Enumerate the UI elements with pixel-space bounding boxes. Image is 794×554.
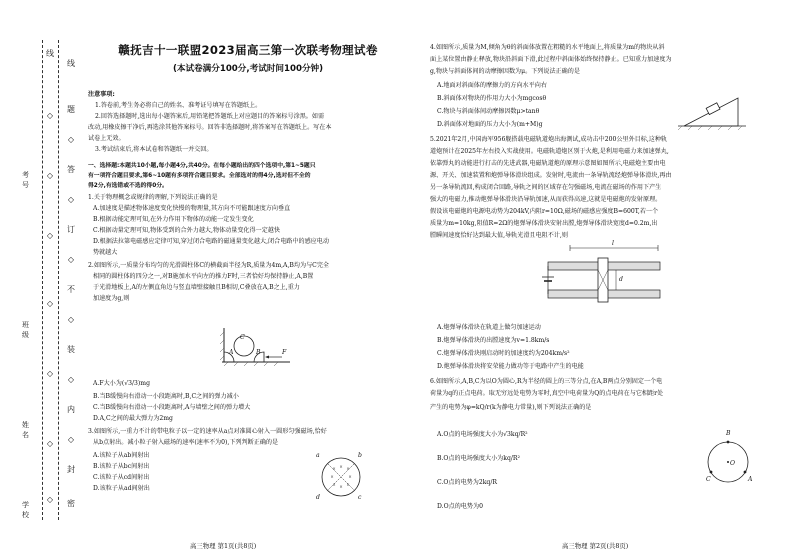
- figure-label: b: [358, 452, 362, 459]
- option-d: D.炮弹导体滑块将安荣能力做功等于电路中产生的电能: [437, 363, 584, 370]
- question-stem-line: 3.如图所示,一重力不计的带电粒子以一定的速率从a点对准圆心射入一圆形匀强磁场,恰好: [88, 428, 327, 435]
- option-b: B.炮弹导体滑块的出膛速度为v=1.8km/s: [437, 337, 550, 344]
- option-d-continued: 势就越大: [93, 249, 118, 256]
- section-1-line: 得2分,有选错或不选的得0分。: [88, 183, 168, 189]
- option-b: B.该粒子从bc间射出: [93, 463, 150, 470]
- notes-heading: 注意事项:: [88, 91, 115, 98]
- binding-diamond: ◇: [46, 369, 54, 378]
- binding-label: ◇: [46, 171, 54, 180]
- notes-line: 改动,用橡皮擦干净后,再选涂其他答案标号。回答非选择题时,将答案写在答题纸上。写在本: [88, 124, 332, 131]
- question-stem: 1.关于物理概念或规律的理解,下列说法正确的是: [88, 194, 218, 201]
- exam-number-field-label: 考号: [22, 171, 29, 189]
- figure-label: O: [730, 460, 735, 467]
- binding-diamond: ◇: [46, 439, 54, 448]
- option-d: D.斜面体对地面的压力大小为(m+M)g: [437, 121, 543, 128]
- figure-label: l: [612, 240, 614, 247]
- q4-incline-figure: [676, 86, 748, 130]
- question-stem-line: 5.2021年2月,中国海军956舰搭载电磁轨道炮出海测试,成功击中200公里外目标,这种轨: [430, 136, 668, 143]
- q5-railgun-figure: [540, 242, 670, 318]
- svg-text:×: ×: [332, 482, 336, 487]
- figure-label: C: [240, 334, 245, 341]
- binding-diamond: ◇: [46, 299, 54, 308]
- question-stem-line: 荷量为q的正点电荷。取无穷远处电势为零时,真空中电荷量为Q的点电荷在与它相距r处: [430, 390, 664, 397]
- question-stem-line: 质量为m=10kg,阻值R=2Ω的炮弹导体滑块安射出膛,炮弹导体滑块宽度d=0.2m,出: [430, 220, 658, 227]
- option-a: A.炮弹导体滑块在轨道上做匀加速运动: [437, 324, 541, 331]
- figure-label: B: [726, 430, 731, 437]
- binding-label: 订: [67, 225, 75, 234]
- q2-figure: [218, 322, 294, 366]
- svg-text:×: ×: [346, 466, 350, 471]
- svg-text:×: ×: [346, 482, 350, 487]
- option-d: D.该粒子从ad间射出: [93, 485, 150, 492]
- binding-label: 线: [67, 59, 75, 68]
- notes-line: 1.答卷前,考生务必将自己的姓名、准考证号填写在答题纸上。: [95, 102, 262, 109]
- question-stem-line: 2.如图所示,一质量分布均匀的光滑圆柱体C的横截面半径为R,质量为4m,A,B均为与C完全: [88, 262, 330, 269]
- question-stem-line: 4.如图所示,质量为M,倾角为θ的斜面体放置在粗糙的水平地面上,将质量为m的物块从斜: [430, 44, 665, 51]
- question-stem-line: 从b点射出。减小粒子射入磁场的速率(速率不为0),下列判断正确的是: [93, 439, 279, 446]
- option-b: B.斜面体对物块的作用力大小为mgcosθ: [437, 95, 547, 102]
- binding-diamond: ◇: [46, 495, 54, 504]
- question-stem-line: 另一条导轨流回,构成闭合回路,导轨之间的区域存在匀强磁场,电流在磁场的作用下产生: [430, 184, 662, 191]
- question-stem-line: 产生的电势为φ=kQ/r(k为静电力常量),则下列说法正确的是: [430, 404, 592, 411]
- notes-line: 2.回答选择题时,选出每小题答案后,用铅笔把答题纸上对应题目的答案标号涂黑。如需: [95, 113, 325, 120]
- binding-label: 装: [67, 345, 75, 354]
- option-a: A.地面对斜面体的摩擦力的方向水平向右: [437, 82, 547, 89]
- binding-diamond: ◇: [67, 255, 75, 264]
- option-c: C.当B缓慢向右滑动一小段距离时,A与墙壁之间的弹力增大: [93, 404, 251, 411]
- option-c: C.根据动量定理可知,物体受到的合外力越大,物体动量变化得一定越快: [93, 227, 280, 234]
- option-d: D.O点的电势为0: [437, 503, 483, 510]
- option-a: A.F大小为(√3/3)mg: [93, 380, 150, 387]
- binding-label: 封: [67, 465, 75, 474]
- binding-diamond: ◇: [46, 231, 54, 240]
- name-field-label: 姓名: [22, 421, 29, 439]
- binding-diamond: ◇: [67, 195, 75, 204]
- binding-label: 线: [46, 49, 54, 58]
- figure-label: d: [619, 276, 623, 283]
- figure-label: B: [256, 349, 261, 356]
- binding-label: 答: [67, 165, 75, 174]
- svg-text:×: ×: [339, 464, 343, 469]
- binding-diamond: ◇: [67, 315, 75, 324]
- section-1-line: 有一项符合题目要求,第6~10题有多项符合题目要求。全部选对的得4分,选对但不全的: [88, 173, 311, 179]
- svg-text:×: ×: [330, 474, 334, 479]
- binding-label: 不: [67, 285, 75, 294]
- figure-label: d: [316, 494, 320, 501]
- question-stem-line: g,物块与斜面体间的动摩擦因数为μ。下列说法正确的是: [430, 68, 580, 75]
- option-a: A.该粒子从ab间射出: [93, 452, 150, 459]
- question-stem-line: 膛瞬间速度恰好达到最大值,导轨光滑且电阻不计,则: [430, 232, 568, 239]
- footer-left-page-number: 高三物理 第1页(共8页): [190, 542, 257, 550]
- notes-line: 试卷上无效。: [88, 135, 125, 142]
- figure-label: C: [706, 476, 711, 483]
- binding-diamond: ◇: [46, 111, 54, 120]
- question-stem-line: 依靠弹丸的动能进行打击的先进武器,电磁轨道炮的原理示意图如图所示,电磁炮主要由电: [430, 160, 666, 167]
- page-title: 赣抚吉十一联盟2023届高三第一次联考物理试卷: [118, 43, 378, 57]
- binding-diamond: ◇: [67, 375, 75, 384]
- question-stem-line: 相同的圆柱体的四分之一,对B施加水平向左的推力F时,三者恰好均保持静止,A,B置: [93, 273, 314, 280]
- option-a: A.加速度是描述物体速度变化快慢的物理量,其方向不可能跟速度方向垂直: [93, 205, 291, 212]
- option-b: B.根据动能定理可知,在外力作用下物体的动能一定发生变化: [93, 216, 254, 223]
- binding-label: 密: [67, 499, 75, 508]
- binding-line-outer: [58, 40, 59, 520]
- binding-diamond: ◇: [67, 435, 75, 444]
- question-stem-line: 6.如图所示,A,B,C为以O为圆心,R为半径的圆上的三等分点,在A,B两点分别固定一个电: [430, 378, 663, 385]
- question-stem-line: 面上某位置由静止释放,物块沿斜面下滑,此过程中斜面体始终保持静止。已知重力加速度为: [430, 56, 672, 63]
- option-c: C.该粒子从cd间射出: [93, 474, 150, 481]
- binding-line-inner: [42, 40, 43, 520]
- option-c: C.O点的电势为2kq/R: [437, 479, 497, 486]
- option-c: C.炮弹导体滑块刚启动时的加速度约为204km/s²: [437, 350, 570, 357]
- option-c: C.物块与斜面体间动摩擦因数μ>tanθ: [437, 108, 540, 115]
- option-b: B.O点的电场强度大小为kq/R²: [437, 455, 520, 462]
- section-1-line: 一、选择题:本题共10小题,每小题4分,共40分。在每小题给出的四个选项中,第1~5题只: [88, 163, 316, 169]
- option-d: D.根据法拉第电磁感应定律可知,穿过闭合电路的磁通量变化越大,闭合电路中的感应电动: [93, 238, 329, 245]
- binding-diamond: ◇: [67, 135, 75, 144]
- question-stem-line: 源、开关、加速装置和炮弹导体滑块组成。发射时,电流由一条导轨流经炮弹导体滑块,再由: [430, 172, 672, 179]
- class-field-label: 班级: [22, 321, 29, 339]
- svg-text:×: ×: [348, 474, 352, 479]
- footer-right-page-number: 高三物理 第2页(共8页): [562, 542, 629, 550]
- page-subtitle: (本试卷满分100分,考试时间100分钟): [172, 64, 324, 74]
- figure-label: c: [358, 494, 362, 501]
- question-stem-line: 加速度为g,则: [93, 295, 130, 302]
- question-stem-line: 于光滑地板上,A的左侧直角边与竖直墙壁接触且B相切,C叠放在A,B之上,重力: [93, 284, 300, 291]
- question-stem-line: 道炮预计在2025年左右投入实战使用。电磁轨道炮区别于火炮,是利用电磁力来加速弹丸,: [430, 148, 669, 155]
- figure-label: a: [316, 452, 320, 459]
- question-stem-line: 强大的电磁力,推动炮弹导体滑块沿导轨加速,从而获得高速,这就是电磁炮的发射原理。: [430, 196, 662, 203]
- option-a: A.O点的电场强度大小为√3kq/R²: [437, 431, 528, 438]
- binding-label: 内: [67, 405, 75, 414]
- notes-line: 3.考试结束后,将本试卷和答题纸一并交回。: [95, 146, 213, 153]
- option-d: D.A,C之间的最大弹力为2mg: [93, 415, 173, 422]
- figure-label: A: [229, 349, 234, 356]
- svg-text:×: ×: [332, 466, 336, 471]
- figure-label: F: [282, 349, 287, 356]
- binding-label: 题: [67, 105, 75, 114]
- figure-label: A: [748, 476, 753, 483]
- school-field-label: 学校: [22, 501, 29, 519]
- svg-text:×: ×: [339, 484, 343, 489]
- option-b: B.当B缓慢向右滑动一小段距离时,B,C之间的弹力减小: [93, 393, 239, 400]
- question-stem-line: 假设该电磁炮的电源电动势为204kV,内阻r=10Ω,磁场的磁感应强度B=600T,若一个: [430, 208, 659, 215]
